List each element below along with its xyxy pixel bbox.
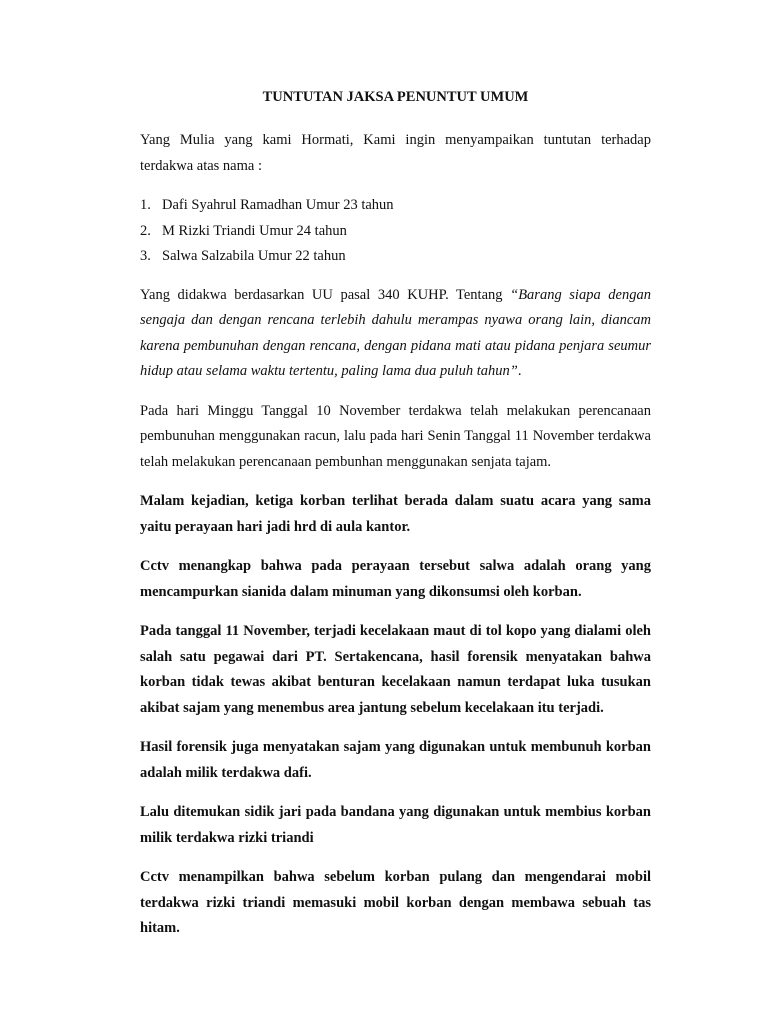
defendant-text: Salwa Salzabila Umur 22 tahun [162,248,346,264]
defendant-list [140,193,651,270]
defendant-text: M Rizki Triandi Umur 24 tahun [162,222,347,239]
charge-end: . [517,363,522,379]
fact-paragraph: Pada tanggal 11 November, terjadi kecelakaan maut di tol kopo yang dialami oleh salah satu pegawai dari PT. Sertakencana, hasil forensik menyatakan bahwa korban tidak tewas akibat benturan kecelakaan namun terdapat luka tusukan akibat sajam yang menembus area jantung sebelum kecelakaan itu terjadi. [140,623,651,716]
list-number: 3. [140,248,151,264]
defendant-text: Dafi Syahrul Ramadhan Umur 23 tahun [162,197,394,213]
fact-paragraph: Lalu ditemukan sidik jari pada bandana yang digunakan untuk membius korban milik terdakwa rizki triandi [140,804,651,846]
charge-paragraph [140,283,651,385]
list-number: 2. [140,222,151,239]
defendant-item [140,219,651,245]
charge-lead: Yang didakwa berdasarkan UU pasal 340 KUHP. Tentang [140,286,511,303]
fact-paragraph: Hasil forensik juga menyatakan sajam yang digunakan untuk membunuh korban adalah milik terdakwa dafi. [140,739,651,781]
charge-quote: “Barang siapa dengan sengaja dan dengan rencana terlebih dahulu merampas nyawa orang lain, diancam karena pembunuhan dengan rencana, dengan pidana mati atau pidana penjara seumur hidup atau selama waktu tertentu, paling lama dua puluh tahun” [140,286,651,379]
defendant-item [140,244,651,270]
fact-paragraph: Malam kejadian, ketiga korban terlihat berada dalam suatu acara yang sama yaitu perayaan hari jadi hrd di aula kantor. [140,493,651,535]
fact-paragraph: Cctv menangkap bahwa pada perayaan tersebut salwa adalah orang yang mencampurkan sianida dalam minuman yang dikonsumsi oleh korban. [140,558,651,600]
chronology-paragraph: Pada hari Minggu Tanggal 10 November terdakwa telah melakukan perencanaan pembunuhan menggunakan racun, lalu pada hari Senin Tanggal 11 November terdakwa telah melakukan perencanaan pembunhan menggunakan senjata tajam. [140,402,651,470]
document-title: TUNTUTAN JAKSA PENUNTUT UMUM [262,89,529,105]
defendant-item [140,193,651,219]
fact-paragraph: Cctv menampilkan bahwa sebelum korban pulang dan mengendarai mobil terdakwa rizki triandi memasuki mobil korban dengan membawa sebuah tas hitam. [140,869,651,936]
list-number: 1. [140,197,151,213]
intro-paragraph: Yang Mulia yang kami Hormati, Kami ingin menyampaikan tuntutan terhadap terdakwa atas nama : [140,132,651,174]
